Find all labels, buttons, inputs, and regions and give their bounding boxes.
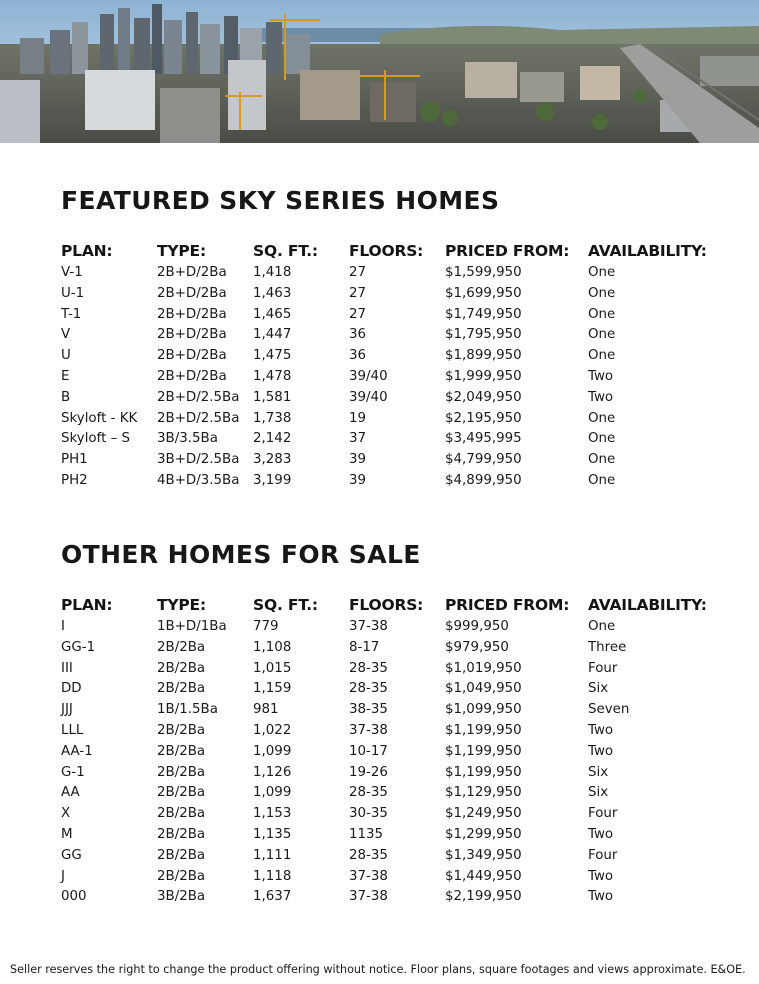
table-row: [61, 640, 741, 661]
table-row: [61, 889, 741, 910]
column-header-price: PRICED FROM:: [445, 242, 570, 260]
cell-plan: PH2: [61, 472, 88, 488]
cell-sqft: 1,126: [253, 764, 292, 780]
cell-price: $1,249,950: [445, 806, 522, 822]
cell-availability: Two: [588, 389, 614, 405]
cell-plan: G-1: [61, 764, 85, 780]
cell-type: 2B/2Ba: [157, 639, 206, 655]
table-row: [61, 431, 741, 452]
cell-sqft: 1,153: [253, 806, 292, 822]
cell-sqft: 1,465: [253, 306, 292, 322]
cell-plan: V-1: [61, 265, 83, 280]
table-row: [61, 723, 741, 744]
cell-availability: Two: [588, 826, 614, 842]
table-row: [61, 265, 741, 286]
cell-type: 2B/2Ba: [157, 764, 206, 780]
cell-availability: Four: [588, 847, 618, 863]
cell-price: $1,019,950: [445, 660, 522, 676]
cell-availability: Two: [588, 743, 614, 759]
featured-homes-table: [61, 242, 741, 494]
table-body: [61, 265, 741, 494]
cell-sqft: 3,283: [253, 452, 292, 468]
cell-plan: 000: [61, 889, 87, 905]
cell-sqft: 1,447: [253, 327, 292, 343]
table-row: [61, 327, 741, 348]
table-header: [61, 596, 741, 619]
cell-floors: 39/40: [349, 389, 388, 405]
cell-price: $1,749,950: [445, 306, 522, 322]
cell-type: 3B/2Ba: [157, 889, 206, 905]
cell-availability: Two: [588, 722, 614, 738]
cell-price: $2,195,950: [445, 410, 522, 426]
cell-floors: 19: [349, 410, 367, 426]
cell-availability: One: [588, 452, 616, 468]
cell-plan: GG: [61, 847, 82, 863]
column-header-price: PRICED FROM:: [445, 596, 570, 614]
table-row: [61, 744, 741, 765]
cell-type: 2B/2Ba: [157, 681, 206, 697]
cell-type: 2B/2Ba: [157, 806, 206, 822]
table-row: [61, 681, 741, 702]
cell-plan: I: [61, 619, 65, 634]
cell-price: $1,699,950: [445, 285, 522, 301]
cell-plan: X: [61, 806, 71, 822]
cell-sqft: 1,111: [253, 847, 292, 863]
cell-type: 3B+D/2.5Ba: [157, 452, 240, 468]
table-row: [61, 869, 741, 890]
cell-floors: 10-17: [349, 743, 388, 759]
table-row: [61, 619, 741, 640]
cell-plan: III: [61, 660, 73, 676]
cell-sqft: 1,118: [253, 868, 292, 884]
cell-type: 2B/2Ba: [157, 847, 206, 863]
cell-price: $2,049,950: [445, 389, 522, 405]
cell-type: 2B+D/2.5Ba: [157, 410, 240, 426]
cell-availability: Four: [588, 660, 618, 676]
table-row: [61, 411, 741, 432]
cell-plan: JJJ: [61, 702, 73, 718]
cell-type: 2B+D/2Ba: [157, 285, 227, 301]
table-row: [61, 827, 741, 848]
cell-floors: 37-38: [349, 868, 388, 884]
column-header-floors: FLOORS:: [349, 596, 424, 614]
cell-price: $4,899,950: [445, 472, 522, 488]
cell-price: $1,299,950: [445, 826, 522, 842]
cell-price: $1,199,950: [445, 764, 522, 780]
cell-sqft: 1,108: [253, 639, 292, 655]
cell-sqft: 1,475: [253, 348, 292, 364]
cell-floors: 28-35: [349, 681, 388, 697]
cell-floors: 19-26: [349, 764, 388, 780]
cell-price: $3,495,995: [445, 431, 522, 447]
cell-floors: 37-38: [349, 722, 388, 738]
cell-type: 2B/2Ba: [157, 826, 206, 842]
cell-type: 3B/3.5Ba: [157, 431, 218, 447]
cell-availability: One: [588, 265, 616, 280]
cell-availability: Two: [588, 368, 614, 384]
cell-type: 2B/2Ba: [157, 660, 206, 676]
cell-sqft: 1,738: [253, 410, 292, 426]
cell-price: $1,449,950: [445, 868, 522, 884]
table-row: [61, 390, 741, 411]
cell-price: $1,099,950: [445, 702, 522, 718]
cell-price: $1,599,950: [445, 265, 522, 280]
table-row: [61, 473, 741, 494]
cell-type: 2B+D/2Ba: [157, 348, 227, 364]
cell-sqft: 1,418: [253, 265, 292, 280]
table-row: [61, 765, 741, 786]
cell-sqft: 1,099: [253, 785, 292, 801]
column-header-plan: PLAN:: [61, 242, 113, 260]
table-row: [61, 286, 741, 307]
cell-availability: Six: [588, 681, 609, 697]
cell-floors: 37: [349, 431, 367, 447]
cell-availability: Six: [588, 785, 609, 801]
cell-price: $1,049,950: [445, 681, 522, 697]
cell-availability: One: [588, 619, 616, 634]
featured-section-title: FEATURED SKY SERIES HOMES: [61, 186, 500, 215]
cell-availability: Four: [588, 806, 618, 822]
column-header-availability: AVAILABILITY:: [588, 242, 707, 260]
other-section-title: OTHER HOMES FOR SALE: [61, 540, 421, 569]
cell-availability: One: [588, 348, 616, 364]
cell-sqft: 1,135: [253, 826, 292, 842]
table-header: [61, 242, 741, 265]
cell-type: 4B+D/3.5Ba: [157, 472, 240, 488]
cell-sqft: 1,463: [253, 285, 292, 301]
cell-type: 2B/2Ba: [157, 743, 206, 759]
cell-plan: B: [61, 389, 71, 405]
cell-plan: AA: [61, 785, 80, 801]
cell-price: $1,999,950: [445, 368, 522, 384]
column-header-floors: FLOORS:: [349, 242, 424, 260]
cell-price: $979,950: [445, 639, 509, 655]
cell-sqft: 1,478: [253, 368, 292, 384]
cell-availability: One: [588, 431, 616, 447]
cell-plan: PH1: [61, 452, 88, 468]
cell-type: 1B+D/1Ba: [157, 619, 227, 634]
cell-price: $4,799,950: [445, 452, 522, 468]
column-header-type: TYPE:: [157, 596, 206, 614]
cell-availability: Six: [588, 764, 609, 780]
cell-floors: 39/40: [349, 368, 388, 384]
cell-plan: GG-1: [61, 639, 96, 655]
cell-type: 2B+D/2Ba: [157, 306, 227, 322]
cell-plan: T-1: [61, 306, 82, 322]
cell-floors: 1135: [349, 826, 384, 842]
cell-availability: One: [588, 285, 616, 301]
column-header-plan: PLAN:: [61, 596, 113, 614]
cell-price: $1,199,950: [445, 722, 522, 738]
cell-plan: V: [61, 327, 71, 343]
cell-price: $1,199,950: [445, 743, 522, 759]
disclaimer-text: Seller reserves the right to change the product offering without notice. Floor plans, square footages and views approximate. E&OE.: [10, 963, 746, 976]
cell-sqft: 1,581: [253, 389, 292, 405]
cell-floors: 38-35: [349, 702, 388, 718]
cell-plan: DD: [61, 681, 82, 697]
cell-availability: One: [588, 410, 616, 426]
cell-type: 2B+D/2Ba: [157, 327, 227, 343]
cell-sqft: 779: [253, 619, 279, 634]
cell-floors: 28-35: [349, 785, 388, 801]
cell-availability: Seven: [588, 702, 630, 718]
cell-price: $2,199,950: [445, 889, 522, 905]
table-row: [61, 348, 741, 369]
cell-availability: Two: [588, 868, 614, 884]
cell-sqft: 1,099: [253, 743, 292, 759]
cell-type: 2B/2Ba: [157, 785, 206, 801]
cell-plan: U-1: [61, 285, 85, 301]
cell-plan: E: [61, 368, 70, 384]
cell-floors: 36: [349, 348, 367, 364]
column-header-availability: AVAILABILITY:: [588, 596, 707, 614]
cell-floors: 27: [349, 265, 367, 280]
cell-floors: 36: [349, 327, 367, 343]
cell-floors: 27: [349, 285, 367, 301]
cell-plan: AA-1: [61, 743, 93, 759]
cell-availability: One: [588, 472, 616, 488]
cell-floors: 39: [349, 472, 367, 488]
table-row: [61, 452, 741, 473]
cell-floors: 39: [349, 452, 367, 468]
cell-price: $1,899,950: [445, 348, 522, 364]
cell-sqft: 1,159: [253, 681, 292, 697]
cell-sqft: 1,015: [253, 660, 292, 676]
cell-plan: LLL: [61, 722, 84, 738]
cell-price: $1,349,950: [445, 847, 522, 863]
cell-floors: 37-38: [349, 619, 388, 634]
column-header-sqft: SQ. FT.:: [253, 242, 318, 260]
cell-sqft: 2,142: [253, 431, 292, 447]
cell-floors: 28-35: [349, 847, 388, 863]
cell-type: 1B/1.5Ba: [157, 702, 218, 718]
cell-price: $1,129,950: [445, 785, 522, 801]
cell-plan: M: [61, 826, 73, 842]
table-row: [61, 661, 741, 682]
cell-availability: Two: [588, 889, 614, 905]
cell-plan: Skyloft - KK: [61, 410, 138, 426]
cell-sqft: 981: [253, 702, 279, 718]
cell-type: 2B/2Ba: [157, 868, 206, 884]
other-homes-table: [61, 596, 741, 910]
cell-floors: 8-17: [349, 639, 380, 655]
cell-type: 2B+D/2Ba: [157, 265, 227, 280]
table-row: [61, 307, 741, 328]
cell-plan: U: [61, 348, 71, 364]
cell-price: $1,795,950: [445, 327, 522, 343]
cell-availability: Three: [588, 639, 627, 655]
cell-price: $999,950: [445, 619, 509, 634]
cell-floors: 28-35: [349, 660, 388, 676]
cell-plan: J: [61, 868, 65, 884]
table-row: [61, 848, 741, 869]
cell-sqft: 1,637: [253, 889, 292, 905]
cell-availability: One: [588, 327, 616, 343]
table-row: [61, 369, 741, 390]
cell-availability: One: [588, 306, 616, 322]
cell-floors: 37-38: [349, 889, 388, 905]
table-row: [61, 702, 741, 723]
cell-floors: 30-35: [349, 806, 388, 822]
table-body: [61, 619, 741, 910]
cell-type: 2B+D/2.5Ba: [157, 389, 240, 405]
cell-plan: Skyloft – S: [61, 431, 131, 447]
cell-floors: 27: [349, 306, 367, 322]
table-row: [61, 785, 741, 806]
column-header-sqft: SQ. FT.:: [253, 596, 318, 614]
table-row: [61, 806, 741, 827]
cell-type: 2B/2Ba: [157, 722, 206, 738]
cell-sqft: 3,199: [253, 472, 292, 488]
cell-sqft: 1,022: [253, 722, 292, 738]
cell-type: 2B+D/2Ba: [157, 368, 227, 384]
city-panorama-image: [0, 0, 759, 143]
column-header-type: TYPE:: [157, 242, 206, 260]
